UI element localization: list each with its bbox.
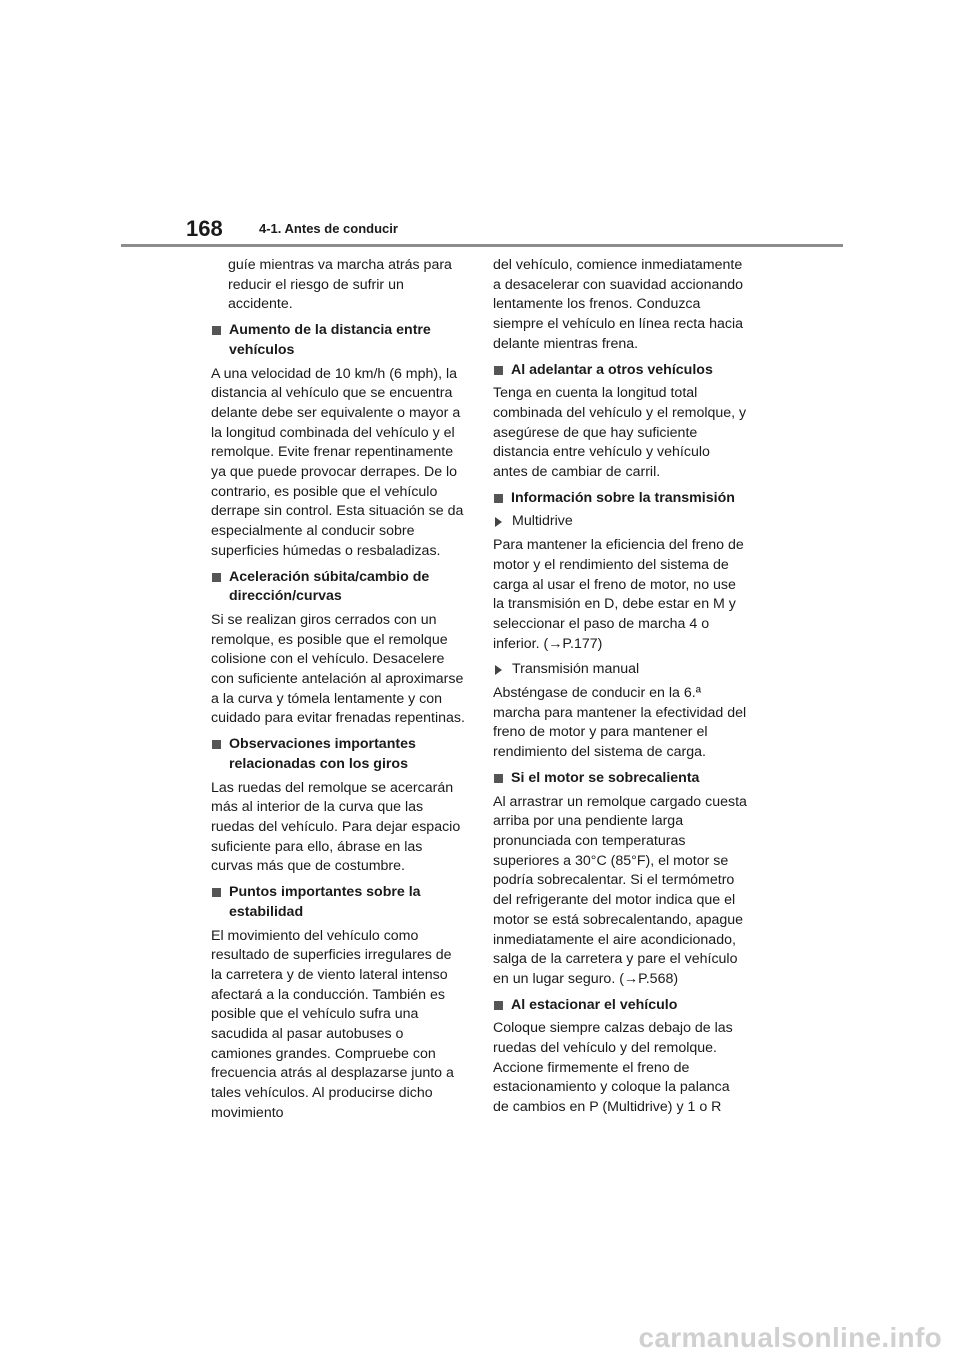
paragraph-multidrive: Para mantener la eficiencia del freno de motor y el rendimiento del sistema de carga al usar el freno de motor, no use la transmisión en D, debe estar en M y seleccionar el paso de marcha 4 o inferior. (→P.177) xyxy=(493,537,744,652)
paragraph-parking: Coloque siempre calzas debajo de las ruedas del vehículo y del remolque. Accione firmemente el freno de estacionamiento y coloque la palanca de cambios en P (Multidrive) y 1 o R xyxy=(493,1020,733,1116)
section-heading-stability xyxy=(211,883,466,922)
sub-item-label: Multidrive xyxy=(512,513,573,530)
heading-text: Al estacionar el vehículo xyxy=(511,996,678,1013)
section-heading-overtaking xyxy=(493,361,748,381)
paragraph-manual: Absténgase de conducir en la 6.ª marcha para mantener la efectividad del freno de motor y para mantener el rendimiento del sistema de carga. xyxy=(493,685,747,761)
square-bullet-icon xyxy=(494,1001,503,1010)
paragraph-distance: A una velocidad de 10 km/h (6 mph), la distancia al vehículo que se encuentra delante debe ser equivalente o mayor a la longitud combinada del vehículo y el remolque. Evite frenar repentinamente ya que puede provocar derrapes. De lo contrario, es posible que el vehículo derrape sin control. Esta situación se da especialmente al conducir sobre superficies húmedas o resbaladizas. xyxy=(211,365,464,559)
paragraph-overheat: Al arrastrar un remolque cargado cuesta arriba por una pendiente larga pronunciada con temperaturas superiores a 30°C (85°F), el motor se podría sobrecalentar. Si el termómetro del refrigerante del motor indica que el motor se está sobrecalentando, apague inmediatamente el aire acondicionado, salga de la carretera y pare el vehículo en un lugar seguro. (→P.568) xyxy=(493,793,747,987)
heading-text: Aumento de la distancia entre vehículos xyxy=(229,322,431,358)
heading-text: Puntos importantes sobre la estabilidad xyxy=(229,884,421,920)
square-bullet-icon xyxy=(212,888,221,897)
right-column xyxy=(493,256,748,1124)
square-bullet-icon xyxy=(212,326,221,335)
section-heading-parking xyxy=(493,996,748,1016)
paragraph-overtaking: Tenga en cuenta la longitud total combinada del vehículo y el remolque, y asegúrese de que hay suficiente distancia entre vehículo y vehículo antes de cambiar de carril. xyxy=(493,385,747,481)
section-heading-overheat xyxy=(493,769,748,789)
square-bullet-icon xyxy=(494,494,503,503)
heading-text: Al adelantar a otros vehículos xyxy=(511,361,713,378)
continuation-text: del vehículo, comience inmediatamente a desacelerar con suavidad accionando lentamente los frenos. Conduzca siempre el vehículo en línea recta hacia delante mientras frena. xyxy=(493,257,744,352)
heading-text: Observaciones importantes relacionadas con los giros xyxy=(229,736,416,772)
page-number: 168 xyxy=(186,216,223,241)
section-title: 4-1. Antes de conducir xyxy=(259,221,398,236)
square-bullet-icon xyxy=(494,366,503,375)
paragraph-acceleration: Si se realizan giros cerrados con un remolque, es posible que el remolque colisione con el vehículo. Desacelere con suficiente antelación al aproximarse a la curva y tómela lentamente y con cuidado para evitar frenadas repentinas. xyxy=(211,611,465,727)
triangle-bullet-icon xyxy=(495,517,502,527)
section-heading-distance xyxy=(211,321,466,360)
square-bullet-icon xyxy=(212,740,221,749)
heading-text: Información sobre la transmisión xyxy=(511,489,735,506)
left-column xyxy=(211,256,466,1130)
sub-item-manual xyxy=(493,660,748,680)
heading-text: Si el motor se sobrecalienta xyxy=(511,769,700,786)
section-heading-turns xyxy=(211,735,466,774)
section-heading-acceleration xyxy=(211,568,466,607)
watermark: carmanualsonline.info xyxy=(638,1322,942,1353)
square-bullet-icon xyxy=(494,774,503,783)
heading-text: Aceleración súbita/cambio de dirección/curvas xyxy=(229,568,430,605)
paragraph-turns: Las ruedas del remolque se acercarán más al interior de la curva que las ruedas del vehículo. Para dejar espacio suficiente para ello, ábrase en las curvas más que de costumbre. xyxy=(211,779,461,875)
sub-item-multidrive xyxy=(493,512,748,532)
paragraph-stability: El movimiento del vehículo como resultado de superficies irregulares de la carretera y de viento lateral intenso afectará a la conducción. También es posible que el vehículo sufra una sacudida al pasar autobuses o camiones grandes. Compruebe con frecuencia atrás al desplazarse junto a tales vehículos. Al producirse dicho movimiento xyxy=(211,927,454,1121)
section-heading-transmission xyxy=(493,489,748,509)
sub-item-label: Transmisión manual xyxy=(512,661,640,678)
triangle-bullet-icon xyxy=(495,665,502,675)
continuation-text: guíe mientras va marcha atrás para reducir el riesgo de sufrir un accidente. xyxy=(228,257,452,313)
header-divider xyxy=(121,244,843,247)
square-bullet-icon xyxy=(212,573,221,582)
